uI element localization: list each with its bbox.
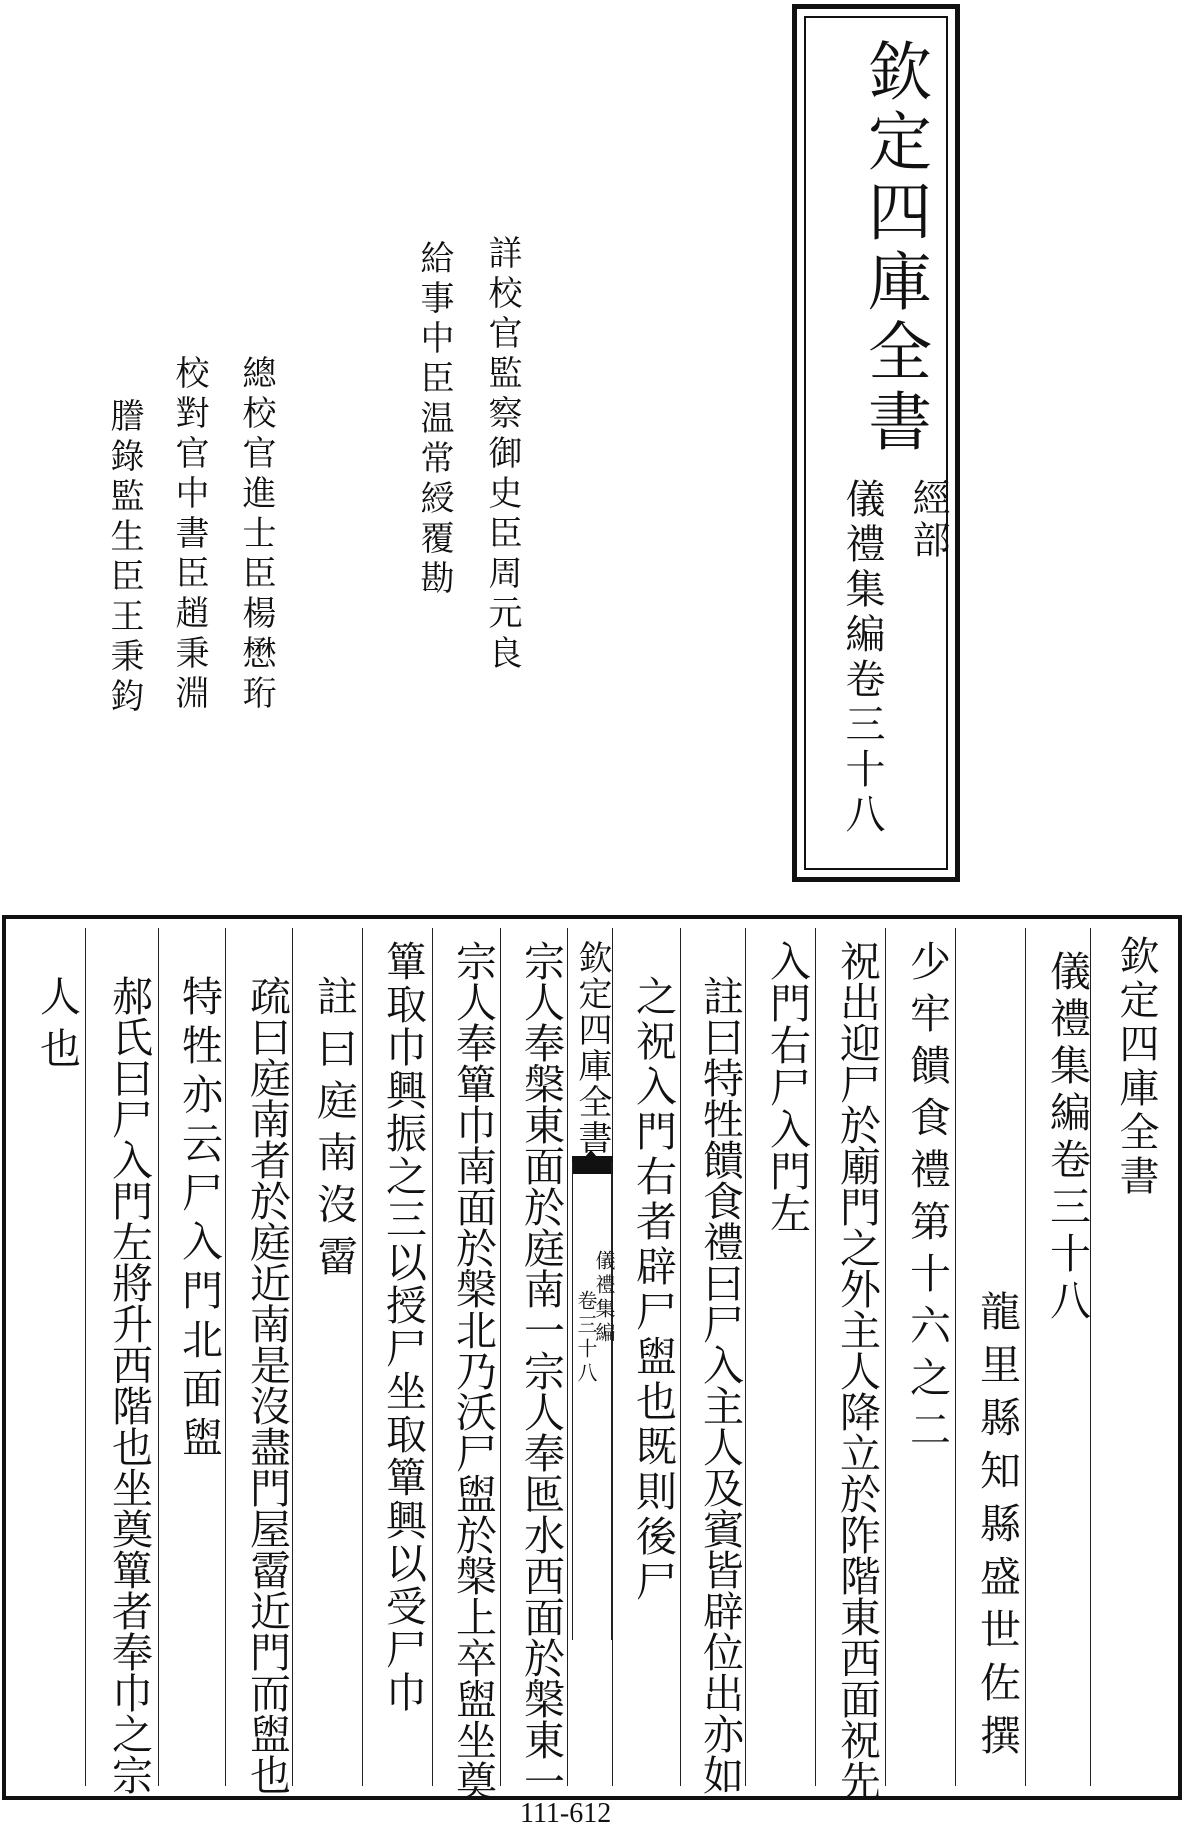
credit-copyist: 謄錄監生臣王秉鈞 — [104, 398, 144, 718]
text-column: 少牢饋食禮第十六之二 — [903, 940, 951, 1460]
text-column: 宗人奉槃東面於庭南一宗人奉匜水西面於槃東一 — [517, 940, 565, 1801]
page-header: 欽定四庫全書 — [1113, 935, 1159, 1199]
section-label: 經部 — [906, 478, 950, 562]
credit-chief-collator: 總校官進士臣楊懋珩 — [236, 355, 276, 715]
book-title: 儀禮集編卷三十八 — [839, 478, 885, 838]
text-column: 之祝入門右者辟尸盥也既則後尸 — [629, 975, 677, 1605]
text-column: 郝氏曰尸入門左將升西階也坐奠簞者奉巾之宗 — [105, 975, 153, 1795]
gutter-title: 儀禮集編 — [592, 1250, 616, 1346]
page-gutter — [572, 1162, 612, 1640]
text-column: 簞取巾興振之三以授尸坐取簞興以受尸巾 — [379, 940, 427, 1714]
text-column: 註曰庭南沒霤 — [310, 975, 358, 1287]
page-author: 龍里縣知縣盛世佐撰 — [973, 1290, 1021, 1767]
text-column: 祝出迎尸於廟門之外主人降立於阼階東西面祝先 — [833, 940, 881, 1801]
page-number: 111-612 — [520, 1798, 612, 1829]
text-column: 註曰特牲饋食禮曰尸入主人及賓皆辟位出亦如 — [696, 975, 744, 1795]
page-book-title: 儀禮集編卷三十八 — [1043, 950, 1091, 1326]
text-column: 特牲亦云尸入門北面盥 — [175, 975, 223, 1465]
title-inner-frame — [804, 16, 948, 870]
text-column: 疏曰庭南者於庭近南是沒盡門屋霤近門而盥也 — [243, 975, 291, 1795]
collection-title: 欽定四庫全書 — [857, 38, 931, 458]
gutter-volume: 卷三十八 — [574, 1290, 598, 1386]
credit-reviewer: 詳校官監察御史臣周元良 — [482, 235, 522, 675]
text-column: 宗人奉簞巾南面於槃北乃沃尸盥於槃上卒盥坐奠 — [449, 940, 497, 1801]
credit-reviewer2: 給事中臣温常綬覆勘 — [414, 240, 454, 600]
title-cartouche — [792, 4, 960, 882]
credit-proofreader: 校對官中書臣趙秉淵 — [169, 355, 209, 715]
text-column: 入門右尸入門左 — [763, 940, 811, 1234]
gutter-header: 欽定四庫全書 — [572, 940, 612, 1156]
text-column: 人也 — [33, 975, 81, 1079]
